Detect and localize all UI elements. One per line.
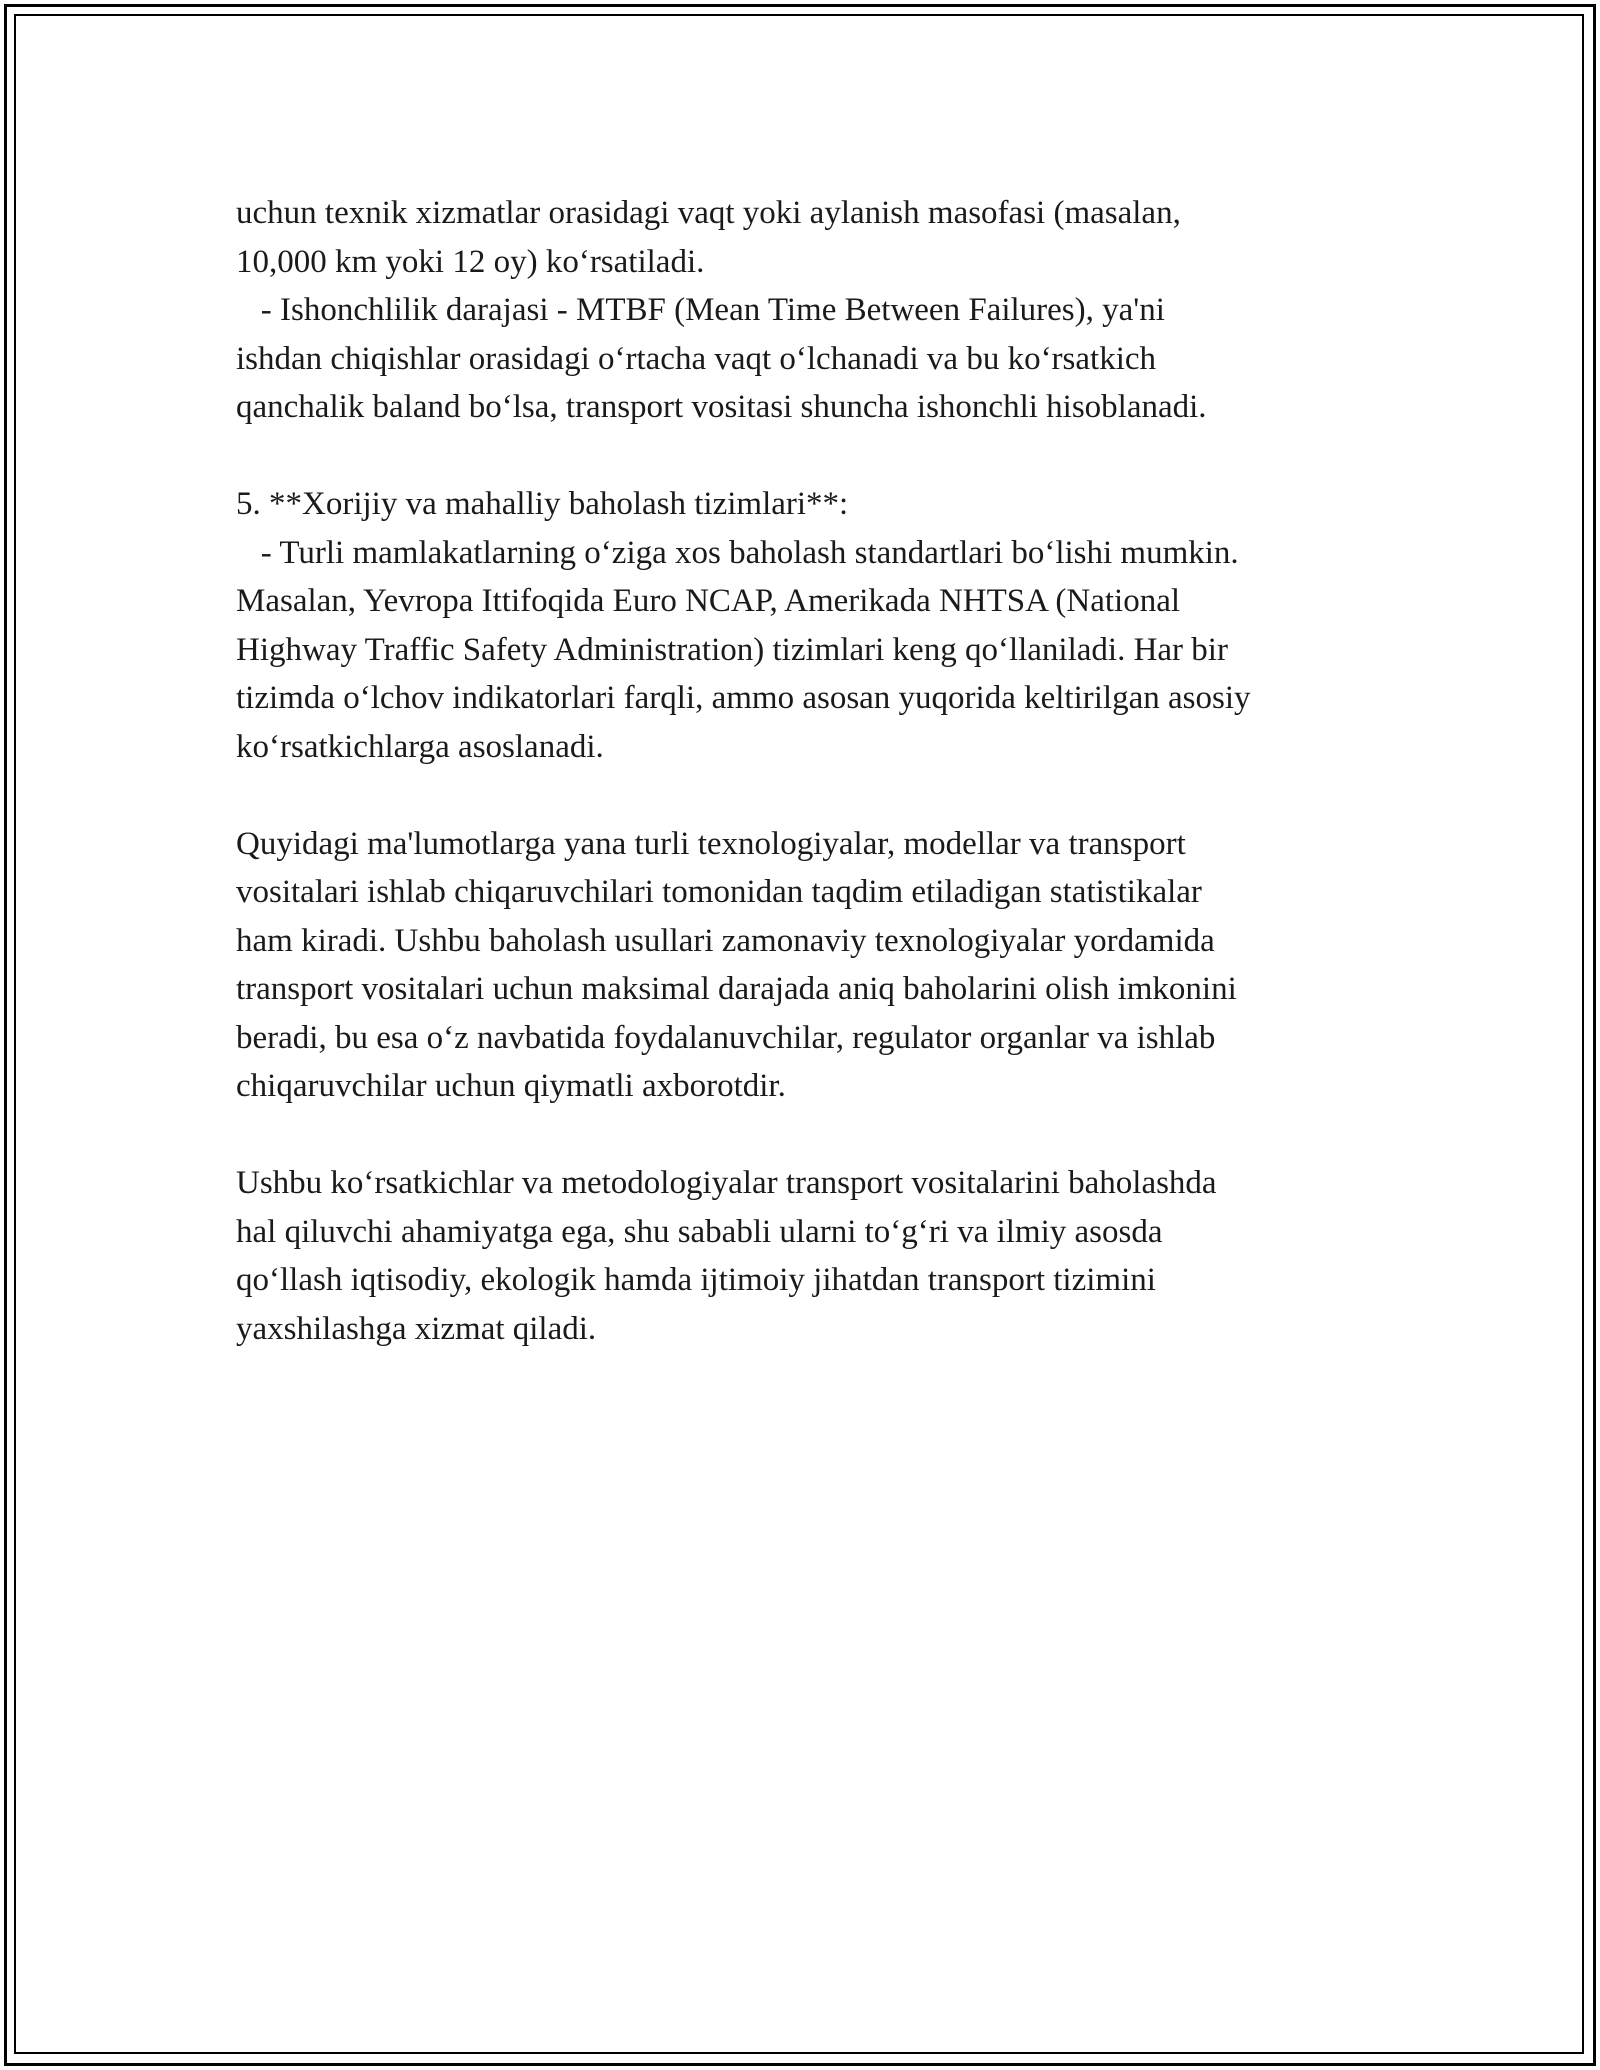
paragraph-conclusion [236,1159,1406,1353]
text-line: ishdan chiqishlar orasidagi o‘rtacha vaqt o‘lchanadi va bu ko‘rsatkich [236,340,1157,377]
paragraph-spacer [236,432,1406,481]
text-line: 10,000 km yoki 12 oy) ko‘rsatiladi. [236,243,705,280]
text-line: - Turli mamlakatlarning o‘ziga xos baholash standartlari bo‘lishi mumkin. [236,534,1239,571]
text-line: uchun texnik xizmatlar orasidagi vaqt yoki aylanish masofasi (masalan, [236,195,1181,231]
text-line: qanchalik baland bo‘lsa, transport vositasi shuncha ishonchli hisoblanadi. [236,389,1207,425]
text-line: beradi, bu esa o‘z navbatida foydalanuvchilar, regulator organlar va ishlab [236,1019,1216,1056]
paragraph-additional-data [236,820,1406,1111]
text-line: chiqaruvchilar uchun qiymatli axborotdir. [236,1068,786,1104]
text-line: Quyidagi ma'lumotlarga yana turli texnologiyalar, modellar va transport [236,825,1186,862]
text-line: hal qiluvchi ahamiyatga ega, shu sababli ularni to‘g‘ri va ilmiy asosda [236,1213,1163,1250]
text-line: ham kiradi. Ushbu baholash usullari zamonaviy texnologiyalar yordamida [236,922,1215,959]
document-body [236,189,1406,1353]
paragraph-spacer [236,771,1406,820]
paragraph-spacer [236,1111,1406,1160]
text-line: ko‘rsatkichlarga asoslanadi. [236,728,604,765]
paragraph-foreign-local-systems [236,480,1406,771]
text-line: vositalari ishlab chiqaruvchilari tomonidan taqdim etiladigan statistikalar [236,874,1202,910]
text-line: transport vositalari uchun maksimal darajada aniq baholarini olish imkonini [236,971,1237,1007]
text-line: Ushbu ko‘rsatkichlar va metodologiyalar transport vositalarini baholashda [236,1165,1217,1201]
paragraph-maintenance-interval [236,189,1406,432]
text-line: qo‘llash iqtisodiy, ekologik hamda ijtimoiy jihatdan transport tizimini [236,1262,1156,1298]
text-line: - Ishonchlilik darajasi - MTBF (Mean Time Between Failures), ya'ni [236,292,1165,328]
section-heading: 5. **Xorijiy va mahalliy baholash tizimlari**: [236,486,849,522]
text-line: Masalan, Yevropa Ittifoqida Euro NCAP, Amerikada NHTSA (National [236,583,1181,619]
text-line: yaxshilashga xizmat qiladi. [236,1310,597,1347]
text-line: tizimda o‘lchov indikatorlari farqli, ammo asosan yuqorida keltirilgan asosiy [236,680,1251,716]
text-line: Highway Traffic Safety Administration) tizimlari keng qo‘llaniladi. Har bir [236,631,1228,668]
